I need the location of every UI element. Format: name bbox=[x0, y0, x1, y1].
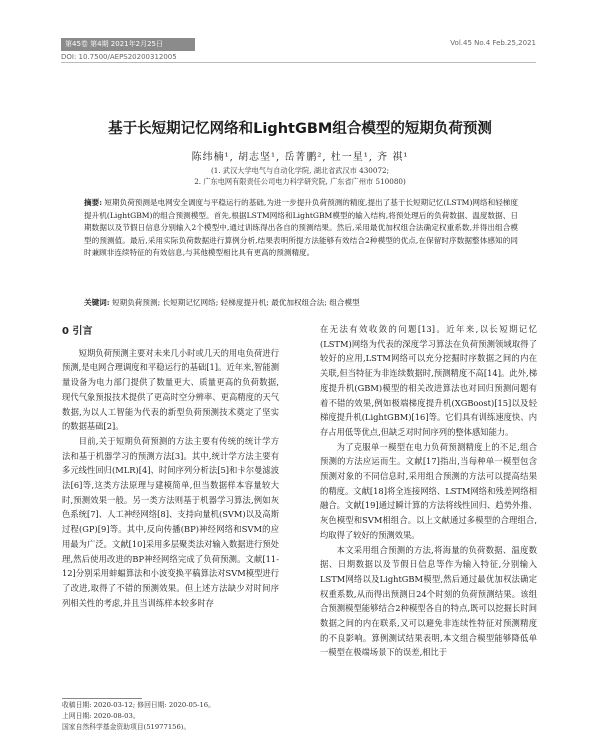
doi[interactable]: DOI: 10.7500/AEPS20200312005 bbox=[61, 53, 177, 61]
left-column bbox=[62, 322, 279, 610]
authors: 陈纬楠¹, 胡志坚¹, 岳菁鹏², 杜一星¹, 齐 祺¹ bbox=[191, 152, 409, 163]
affiliation-2: 2. 广东电网有限责任公司电力科学研究院, 广东省广州市 510080) bbox=[194, 177, 406, 186]
footnote-funding: 国家自然科学基金资助项目(51977156)。 bbox=[62, 723, 191, 731]
keywords bbox=[84, 297, 518, 308]
keywords-label: 关键词: bbox=[84, 298, 110, 307]
paragraph: 在无法有效收敛的问题[13]。近年来,以长短期记忆(LSTM)网络为代表的深度学习算法在负荷预测领域取得了较好的应用,LSTM网络可以充分挖掘时序数据之间的内在关联,但当特征为非连续数据时,预测精度不高[14]。此外,梯度提升机(GBM)模型的相关改进算法也对回归预测问题有着不错的效果,例如极端梯度提升机(XGBoost)[15]以及轻梯度提升机(LightGBM)[16]等。它们具有训练速度快、内存占用低等优点,但缺乏对时间序列的整体感知能力。 bbox=[320, 324, 537, 437]
right-column bbox=[320, 322, 537, 660]
header-divider bbox=[61, 62, 536, 63]
footnote-online: 上网日期: 2020-08-03。 bbox=[62, 712, 140, 720]
affiliation-1: (1. 武汉大学电气与自动化学院, 湖北省武汉市 430072; bbox=[210, 166, 390, 175]
journal-issue-box: 第45卷 第4期 2021年2月25日 bbox=[61, 38, 195, 51]
footnote-divider bbox=[62, 698, 142, 699]
abstract-label: 摘要: bbox=[84, 198, 102, 207]
abstract bbox=[84, 197, 518, 260]
footnote-received: 收稿日期: 2020-03-12; 修回日期: 2020-05-16。 bbox=[62, 701, 215, 709]
journal-volume-en: Vol.45 No.4 Feb.25,2021 bbox=[450, 39, 536, 47]
paper-title: 基于长短期记忆网络和LightGBM组合模型的短期负荷预测 bbox=[108, 121, 492, 137]
keywords-text: 短期负荷预测; 长短期记忆网络; 轻梯度提升机; 最优加权组合法; 组合模型 bbox=[112, 298, 360, 307]
paragraph: 为了克服单一模型在电力负荷预测精度上的不足,组合预测的方法应运而生。文献[17]指出,当每种单一模型包含预测对象的不同信息时,采用组合预测的方法可以提高结果的精度。文献[18]将全连接网络、LSTM网络和残差网络相融合。文献[19]通过瞬计算的方法将线性回归、趋势外推、灰色模型和SVM相组合。以上文献通过多模型的合理组合,均取得了较好的预测效果。 bbox=[320, 441, 537, 540]
section-heading: 0 引言 bbox=[62, 326, 93, 337]
paragraph: 目前,关于短期负荷预测的方法主要有传统的统计学方法和基于机器学习的预测方法[3]。其中,统计学方法主要有多元线性回归(MLR)[4]、时间序列分析法[5]和卡尔曼滤波法[6]等,这类方法原理与建模简单,但当数据样本容量较大时,预测效果一般。另一类方法则基于机器学习算法,例如灰色系统[7]、人工神经网络[8]、支持向量机(SVM)以及高斯过程(GP)[9]等。其中,反向传播(BP)神经网络和SVM的应用最为广泛。文献[10]采用多层聚类法对输入数据进行预处理,然后使用改进的BP神经网络完成了负荷预测。文献[11-12]分别采用蚌蝠算法和小波变换平稿算法对SVM模型进行了改进,取得了不错的预测效果。但上述方法缺少对时间序列相关性的考虑,并且当训练样本较多时存 bbox=[62, 435, 279, 608]
paragraph: 短期负荷预测主要对未来几小时或几天的用电负荷进行预测,是电网合理调度和平稳运行的基础[1]。近年来,智能测量设备为电力部门提供了数量更大、质量更高的负荷数据,现代气象预报技术提供了更高时空分辨率、更高精度的天气数据,为以人工智能为代表的新型负荷预测技术奠定了坚实的数据基础[2]。 bbox=[62, 347, 279, 432]
abstract-text: 短期负荷预测是电网安全调度与平稳运行的基础,为进一步提升负荷预测的精度,提出了基于长短期记忆(LSTM)网络和轻梯度提升机(LightGBM)的组合预测模型。首先,根据LSTM网络和LightGBM模型的输入结构,将预处理后的负荷数据、温度数据、日期数据以及节假日信息分别输入2个模型中,通过训练得出各自的预测结果。然后,采用最优加权组合法确定权重系数,并得出组合模型的预测值。最后,采用实际负荷数据进行算例分析,结果表明所提方法能够有效结合2种模型的优点,在保留时序数据整体感知的同时兼顾非连续特征的有效信息,与其他模型相比具有更高的预测精度。 bbox=[84, 198, 518, 257]
paragraph: 本文采用组合预测的方法,将海量的负荷数据、温度数据、日期数据以及节假日信息等作为输入特征,分别输入LSTM网络以及LightGBM模型,然后通过最优加权法确定权重系数,从而得出预测日24个时刻的负荷预测结果。该组合预测模型能够结合2种模型各自的特点,既可以挖掘长时间数据之间的内在联系,又可以避免非连续性特征对预测精度的不良影响。算例测试结果表明,本文组合模型能够降低单一模型在极端场景下的误差,相比于 bbox=[320, 544, 537, 658]
